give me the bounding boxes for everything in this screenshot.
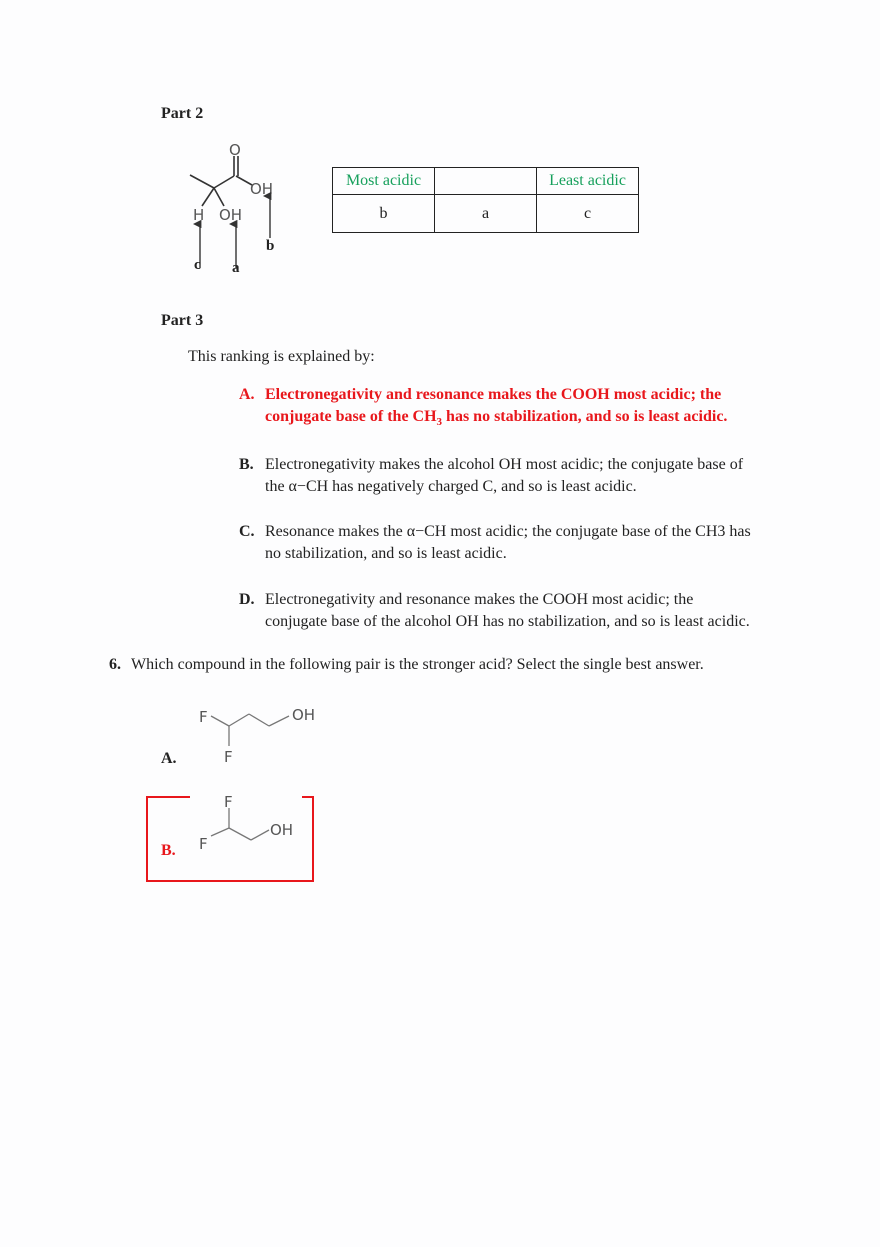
option-a <box>239 384 799 433</box>
fluorine-label: F <box>199 708 208 726</box>
choice-a-molecule <box>195 700 330 770</box>
option-b-line1: Electronegativity makes the alcohol OH most acidic; the conjugate base of <box>265 456 744 473</box>
option-c <box>239 521 799 565</box>
part3-prompt: This ranking is explained by: <box>188 348 375 365</box>
option-d-line2: conjugate base of the alcohol OH has no stabilization, and so is least acidic. <box>265 613 750 630</box>
acidity-ranking-table <box>332 167 639 233</box>
option-letter: A. <box>239 386 255 403</box>
fluorine-label: F <box>199 835 208 853</box>
hydroxyl-label: OH <box>270 821 294 839</box>
option-letter: B. <box>239 456 254 473</box>
choice-b-letter: B. <box>161 842 176 859</box>
part2-molecule <box>180 138 290 278</box>
option-c-line1: Resonance makes the α−CH most acidic; the conjugate base of the CH3 has <box>265 523 751 540</box>
label-a: a <box>232 260 240 276</box>
acid-oh-label: OH <box>250 180 274 198</box>
table-cell: b <box>333 195 435 233</box>
option-a-line1: Electronegativity and resonance makes the COOH most acidic; the <box>265 386 722 403</box>
question-text: Which compound in the following pair is the stronger acid? Select the single best answer. <box>131 656 704 673</box>
choice-b-molecule <box>195 792 305 857</box>
carbonyl-oxygen: O <box>229 141 241 159</box>
part2-title: Part 2 <box>161 105 204 122</box>
option-c-line2: no stabilization, and so is least acidic. <box>265 545 507 562</box>
question-6 <box>109 656 704 674</box>
table-cell: a <box>435 195 537 233</box>
option-letter: C. <box>239 523 255 540</box>
option-d-line1: Electronegativity and resonance makes the COOH most acidic; the <box>265 591 694 608</box>
option-d <box>239 589 799 633</box>
fluorine-label: F <box>224 748 233 766</box>
table-cell: c <box>537 195 639 233</box>
fluorine-label: F <box>224 793 233 811</box>
choice-a-letter: A. <box>161 750 177 767</box>
part3-title: Part 3 <box>161 312 204 329</box>
label-b: b <box>266 238 275 254</box>
option-b <box>239 454 799 498</box>
table-header-least-acidic: Least acidic <box>537 168 639 195</box>
question-number: 6. <box>109 656 121 673</box>
alpha-h-label: H <box>193 206 205 224</box>
label-c: c <box>194 257 201 273</box>
option-a-line2: conjugate base of the $CH_3$ has no stabilization, and so is least acidic. <box>265 408 728 429</box>
hydroxyl-label: OH <box>292 706 316 724</box>
option-b-line2: the α−CH has negatively charged C, and so is least acidic. <box>265 478 637 495</box>
table-header-most-acidic: Most acidic <box>333 168 435 195</box>
alcohol-oh-label: OH <box>219 206 243 224</box>
table-header-middle <box>435 168 537 195</box>
option-letter: D. <box>239 591 255 608</box>
